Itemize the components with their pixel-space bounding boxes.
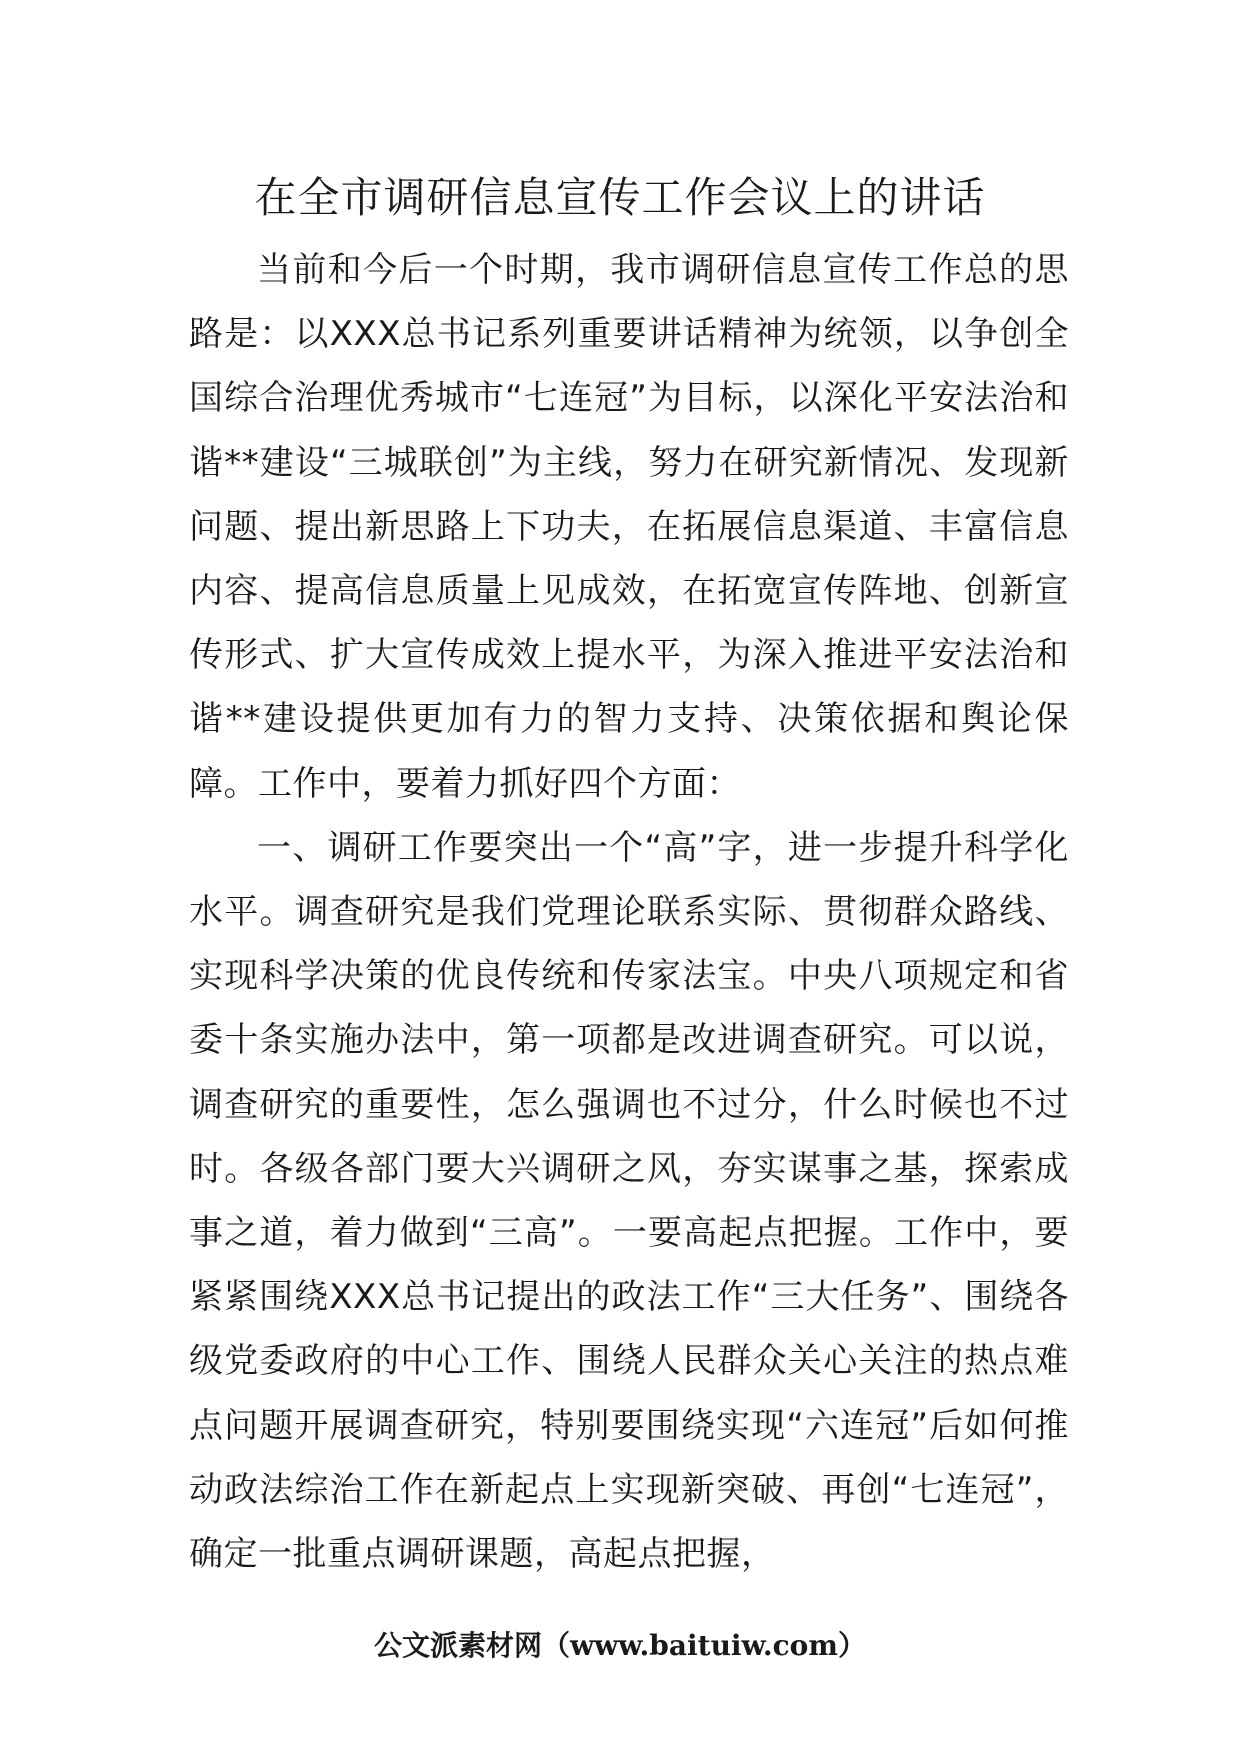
document-title: 在全市调研信息宣传工作会议上的讲话	[254, 173, 986, 222]
document-body	[189, 238, 1069, 1586]
footer-watermark: 公文派素材网（www.baituiw.com）	[374, 1629, 866, 1662]
paragraph-intro: 当前和今后一个时期，我市调研信息宣传工作总的思路是：以XXX总书记系列重要讲话精神为统领，以争创全国综合治理优秀城市“七连冠”为目标，以深化平安法治和谐**建设“三城联创”为主线，努力在研究新情况、发现新问题、提出新思路上下功夫，在拓展信息渠道、丰富信息内容、提高信息质量上见成效，在拓宽宣传阵地、创新宣传形式、扩大宣传成效上提水平，为深入推进平安法治和谐**建设提供更加有力的智力支持、决策依据和舆论保障。工作中，要着力抓好四个方面：	[189, 250, 1069, 804]
paragraph-section-one: 一、调研工作要突出一个“高”字，进一步提升科学化水平。调查研究是我们党理论联系实际、贯彻群众路线、实现科学决策的优良传统和传家法宝。中央八项规定和省委十条实施办法中，第一项都是改进调查研究。可以说，调查研究的重要性，怎么强调也不过分，什么时候也不过时。各级各部门要大兴调研之风，夯实谋事之基，探索成事之道，着力做到“三高”。一要高起点把握。工作中，要紧紧围绕XXX总书记提出的政法工作“三大任务”、围绕各级党委政府的中心工作、围绕人民群众关心关注的热点难点问题开展调查研究，特别要围绕实现“六连冠”后如何推动政法综治工作在新起点上实现新突破、再创“七连冠”，确定一批重点调研课题，高起点把握，	[189, 827, 1069, 1575]
